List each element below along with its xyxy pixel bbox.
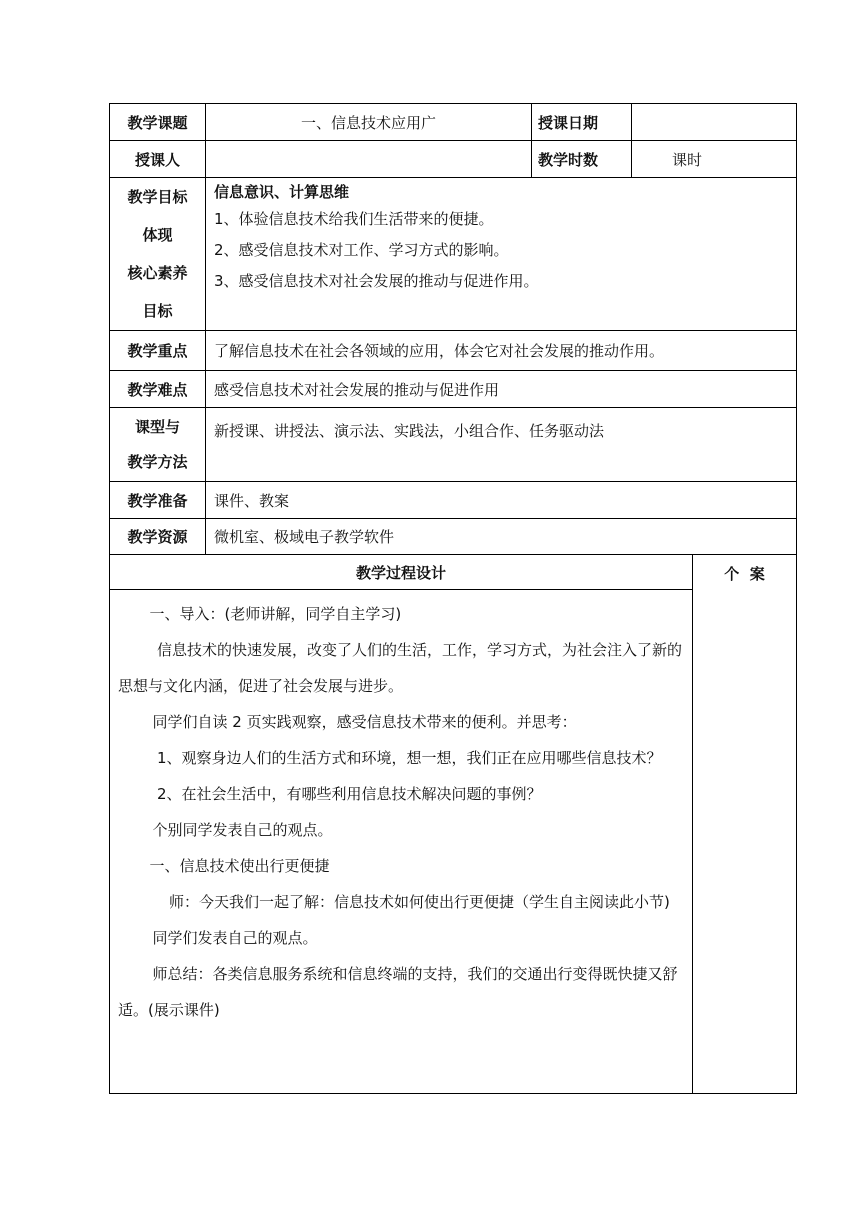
method-label-line-1: 课型与 [134,417,180,436]
side-notes-column [693,555,797,1094]
goals-heading: 信息意识、计算思维 [214,183,350,201]
key-point-value: 了解信息技术在社会各领域的应用，体会它对社会发展的推动作用。 [206,331,797,371]
method-value: 新授课、讲授法、演示法、实践法，小组合作、任务驱动法 [206,408,797,482]
difficulty-label: 教学难点 [110,371,206,408]
hours-label: 教学时数 [532,141,632,178]
prep-label: 教学准备 [110,482,206,519]
method-label-line-2: 教学方法 [127,452,188,471]
goal-item: 1、体验信息技术给我们生活带来的便捷。 [214,210,494,228]
row-topic [110,104,797,141]
prep-value: 课件、教案 [206,482,797,519]
lesson-plan-table [109,103,797,1094]
goal-item: 2、感受信息技术对工作、学习方式的影响。 [214,241,509,259]
goals-label-line-1: 教学目标 [127,188,188,206]
goals-label-line-3: 核心素养 [127,264,188,282]
goals-label-line-2: 体现 [142,226,173,244]
method-label [110,408,206,482]
row-difficulty [110,371,797,408]
date-value [632,104,797,141]
row-method [110,408,797,482]
topic-value: 一、信息技术应用广 [206,104,532,141]
goals-label [110,178,206,331]
process-paragraph: 2、在社会生活中，有哪些利用信息技术解决问题的事例？ [157,785,542,803]
hours-value: 课时 [632,141,797,178]
process-body [110,590,693,1094]
goals-content [206,178,797,331]
row-teacher [110,141,797,178]
row-key-point [110,331,797,371]
row-goals [110,178,797,331]
process-paragraph: 一、导入：(老师讲解，同学自主学习) [149,605,402,623]
process-paragraph: 一、信息技术使出行更便捷 [149,857,330,875]
row-prep [110,482,797,519]
teacher-value [206,141,532,178]
process-paragraph: 信息技术的快速发展，改变了人们的生活，工作，学习方式，为社会注入了新的思想与文化内涵，促进了社会发展与进步。 [118,641,683,695]
process-paragraph: 师总结：各类信息服务系统和信息终端的支持，我们的交通出行变得既快捷又舒适。(展示课件) [118,965,678,1019]
resources-value: 微机室、极域电子教学软件 [206,519,797,555]
process-paragraph: 同学们自读 2 页实践观察，感受信息技术带来的便利。并思考： [152,713,577,731]
process-paragraph: 个别同学发表自己的观点。 [152,821,333,839]
teacher-label: 授课人 [110,141,206,178]
row-process-header [110,555,797,590]
process-paragraph: 1、观察身边人们的生活方式和环境，想一想，我们正在应用哪些信息技术？ [157,749,662,767]
side-notes-header: 个 案 [724,565,765,583]
topic-label: 教学课题 [110,104,206,141]
process-paragraph: 师：今天我们一起了解：信息技术如何使出行更便捷（学生自主阅读此小节) [169,893,670,911]
difficulty-value: 感受信息技术对社会发展的推动与促进作用 [206,371,797,408]
process-header: 教学过程设计 [110,555,693,590]
date-label: 授课日期 [532,104,632,141]
goals-label-line-4: 目标 [142,302,173,320]
goal-item: 3、感受信息技术对社会发展的推动与促进作用。 [214,272,539,290]
key-point-label: 教学重点 [110,331,206,371]
process-paragraph: 同学们发表自己的观点。 [152,929,318,947]
resources-label: 教学资源 [110,519,206,555]
row-resources [110,519,797,555]
